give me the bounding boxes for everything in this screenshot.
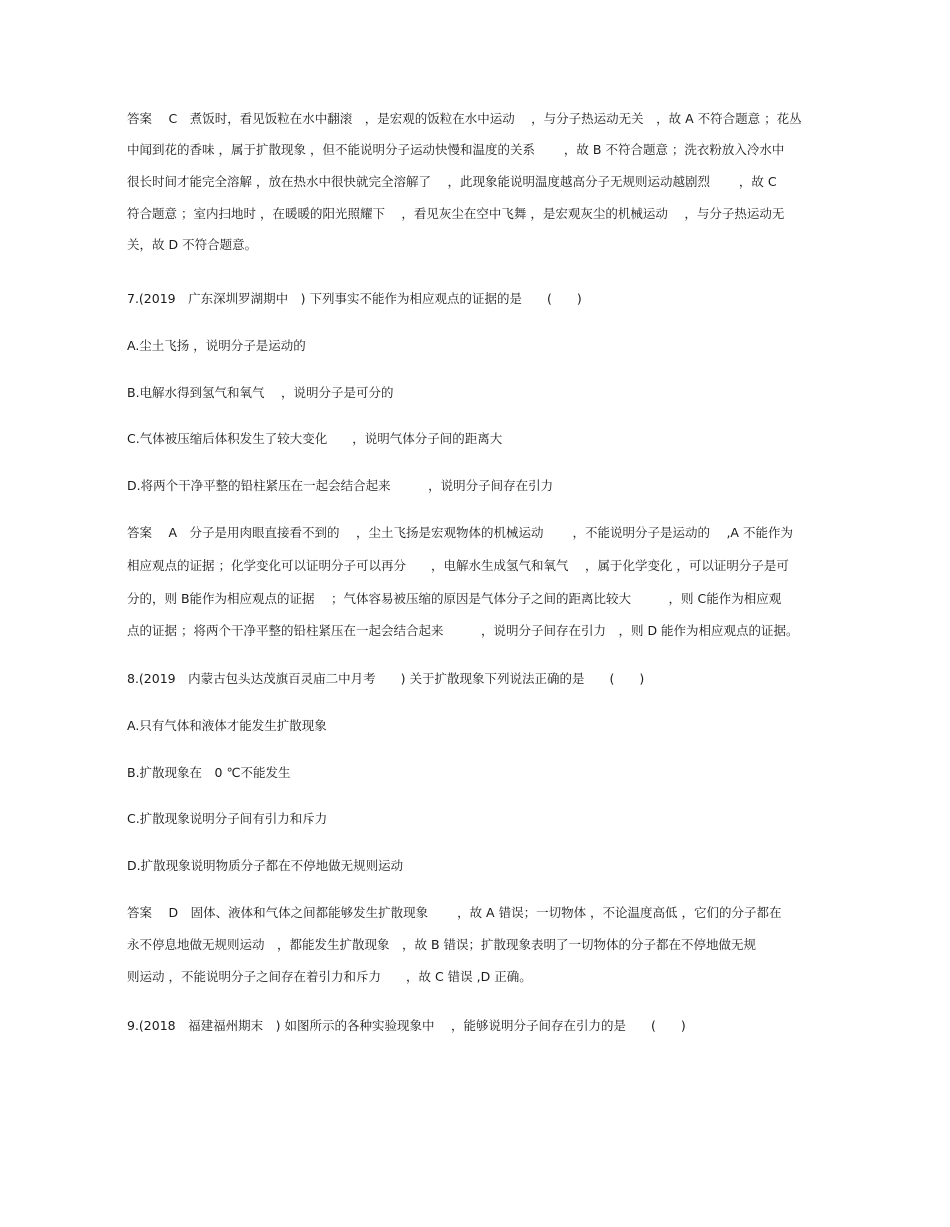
answer-7-line-2: 相应观点的证据 ；化学变化可以证明分子可以再分 ，电解水生成氢气和氧气 ，属于化学变化 ，可以证明分子是可 <box>127 558 789 573</box>
answer-6-line-3: 很长时间才能完全溶解 ，放在热水中很快就完全溶解了 ，此现象能说明温度越高分子无规则运动越剧烈 ，故 C <box>127 174 777 189</box>
answer-8-line-3: 则运动 ，不能说明分子之间存在着引力和斥力 ，故 C 错误 ,D 正确。 <box>127 969 532 984</box>
answer-6-line-1: 答案 C 煮饭时，看见饭粒在水中翻滚 ，是宏观的饭粒在水中运动 ，与分子热运动无关 ，故 A 不符合题意 ；花丛 <box>127 111 802 126</box>
answer-7-line-3: 分的，则 B能作为相应观点的证据 ；气体容易被压缩的原因是气体分子之间的距离比较大 ，则 C能作为相应观 <box>127 591 782 606</box>
answer-7-line-4: 点的证据 ；将两个干净平整的铅柱紧压在一起会结合起来 ，说明分子间存在引力 ，则 D 能作为相应观点的证据。 <box>127 623 799 638</box>
answer-6-line-4: 符合题意 ；室内扫地时 ，在暖暖的阳光照耀下 ，看见灰尘在空中飞舞 ，是宏观灰尘的机械运动 ，与分子热运动无 <box>127 206 785 221</box>
question-7-option-a: A.尘土飞扬 ，说明分子是运动的 <box>127 338 306 353</box>
question-8-stem: 8.(2019 内蒙古包头达茂旗百灵庙二中月考 ) 关于扩散现象下列说法正确的是 ( ) <box>127 671 645 686</box>
answer-8-line-1: 答案 D 固体、液体和气体之间都能够发生扩散现象 ，故 A 错误；一切物体 ，不论温度高低 ，它们的分子都在 <box>127 905 782 920</box>
question-8-option-d: D.扩散现象说明物质分子都在不停地做无规则运动 <box>127 858 404 873</box>
answer-8-line-2: 永不停息地做无规则运动 ，都能发生扩散现象 ，故 B 错误；扩散现象表明了一切物体的分子都在不停地做无规 <box>127 937 757 952</box>
question-8-option-a: A.只有气体和液体才能发生扩散现象 <box>127 718 327 733</box>
question-7-stem: 7.(2019 广东深圳罗湖期中 ) 下列事实不能作为相应观点的证据的是 ( ) <box>127 291 582 306</box>
question-7-option-d: D.将两个干净平整的铅柱紧压在一起会结合起来 ，说明分子间存在引力 <box>127 478 554 493</box>
question-7-option-c: C.气体被压缩后体积发生了较大变化 ，说明气体分子间的距离大 <box>127 431 503 446</box>
answer-6-line-2: 中闻到花的香味 ，属于扩散现象 ，但不能说明分子运动快慢和温度的关系 ，故 B 不符合题意 ；洗衣粉放入冷水中 <box>127 142 785 157</box>
answer-7-line-1: 答案 A 分子是用肉眼直接看不到的 ，尘土飞扬是宏观物体的机械运动 ，不能说明分子是运动的 ,A 不能作为 <box>127 525 793 540</box>
question-8-option-c: C.扩散现象说明分子间有引力和斥力 <box>127 811 328 826</box>
question-8-option-b: B.扩散现象在 0 ℃不能发生 <box>127 765 291 780</box>
answer-6-line-5: 关，故 D 不符合题意。 <box>127 237 258 252</box>
question-7-option-b: B.电解水得到氢气和氧气 ，说明分子是可分的 <box>127 385 394 400</box>
question-9-stem: 9.(2018 福建福州期末 ) 如图所示的各种实验现象中 ，能够说明分子间存在引力的是 ( ) <box>127 1018 686 1033</box>
